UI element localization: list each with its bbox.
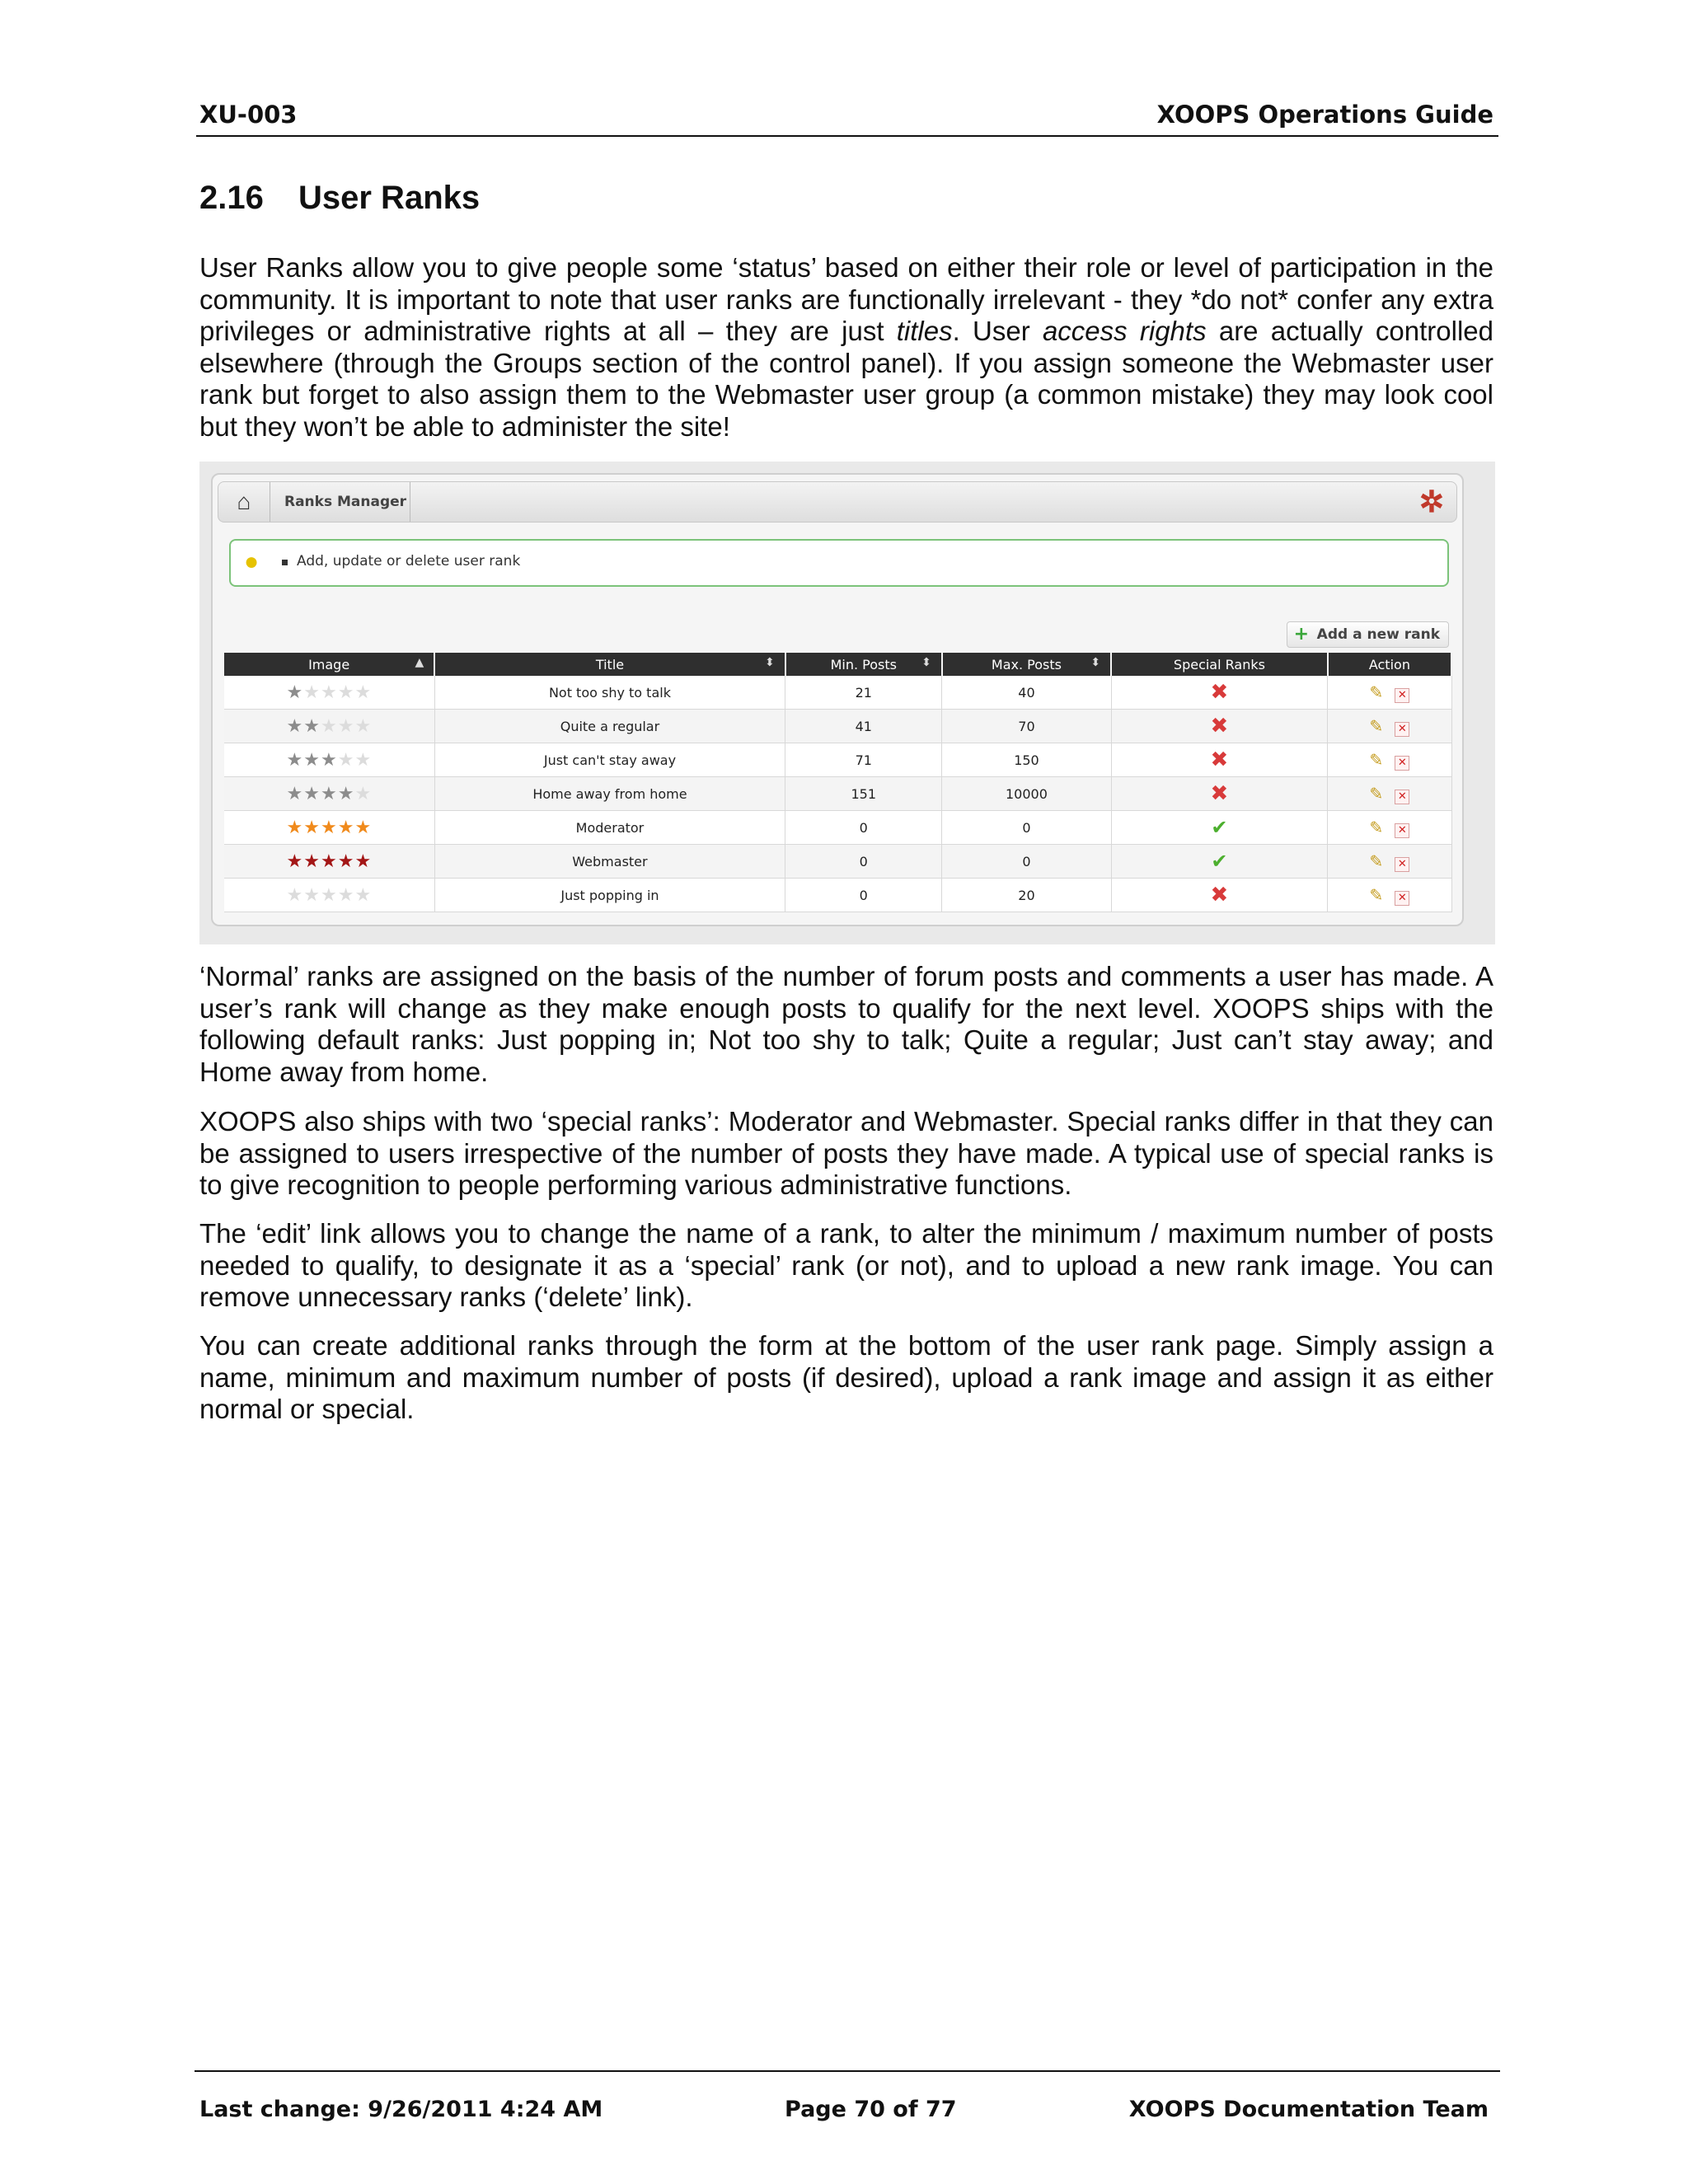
rank-max-posts: 0: [942, 845, 1111, 879]
rank-actions: [1328, 811, 1451, 845]
edit-icon[interactable]: ✎: [1369, 749, 1384, 770]
check-icon: ✔: [1211, 850, 1228, 873]
column-header-max-posts[interactable]: Max. Posts ⬍: [942, 653, 1111, 676]
star-icon: ★: [286, 682, 304, 703]
rank-stars-icon: [287, 885, 373, 906]
column-header-special: Special Ranks: [1111, 653, 1328, 676]
rank-actions: [1328, 743, 1451, 777]
rank-title: Not too shy to talk: [434, 676, 785, 710]
ranks-table: [224, 653, 1452, 912]
star-icon: ★: [303, 884, 321, 906]
rank-image: [224, 710, 434, 743]
table-row: [224, 777, 1451, 811]
star-icon: ★: [286, 817, 304, 838]
star-icon: ★: [286, 749, 304, 771]
star-icon: ★: [321, 851, 338, 872]
rank-special: [1111, 879, 1328, 912]
rank-image: [224, 845, 434, 879]
rank-max-posts: 150: [942, 743, 1111, 777]
star-icon: ★: [354, 884, 373, 906]
star-icon: ★: [337, 715, 355, 737]
body-paragraph-3: The ‘edit’ link allows you to change the name of a rank, to alter the minimum / maximum number of posts needed to qualify, to designate it as a ‘special’ rank (or not), and to upload a new rank image. You can remove unnecessary ranks (‘delete’ link).: [199, 1218, 1493, 1312]
rank-min-posts: 0: [785, 879, 942, 912]
rank-special: [1111, 845, 1328, 879]
doc-id: XU-003: [199, 101, 298, 129]
rank-title: Just can't stay away: [434, 743, 785, 777]
star-icon: ★: [303, 783, 321, 804]
breadcrumb-separator: [401, 482, 410, 522]
rank-image: [224, 743, 434, 777]
last-change: Last change: 9/26/2011 4:24 AM: [199, 2097, 603, 2122]
star-icon: ★: [303, 851, 321, 872]
star-icon: ★: [337, 851, 355, 872]
doc-team: XOOPS Documentation Team: [1128, 2097, 1489, 2122]
table-row: [224, 811, 1451, 845]
star-icon: ★: [321, 884, 338, 906]
sort-asc-icon[interactable]: ▲: [415, 656, 424, 669]
doc-title: XOOPS Operations Guide: [1156, 101, 1493, 129]
rank-title: Webmaster: [434, 845, 785, 879]
rank-actions: [1328, 879, 1451, 912]
star-icon: ★: [303, 817, 321, 838]
table-row: [224, 743, 1451, 777]
rank-min-posts: 71: [785, 743, 942, 777]
cross-icon: ✖: [1210, 714, 1229, 738]
edit-icon[interactable]: ✎: [1369, 884, 1384, 905]
star-icon: ★: [354, 749, 373, 771]
star-icon: ★: [286, 851, 304, 872]
rank-image: [224, 811, 434, 845]
page-header: [196, 92, 1498, 137]
sort-icon[interactable]: ⬍: [921, 656, 931, 669]
rank-actions: [1328, 845, 1451, 879]
edit-icon[interactable]: ✎: [1369, 682, 1384, 702]
rank-title: Just popping in: [434, 879, 785, 912]
rank-special: [1111, 676, 1328, 710]
rank-image: [224, 676, 434, 710]
delete-icon[interactable]: ✕: [1395, 857, 1409, 872]
rank-max-posts: 20: [942, 879, 1111, 912]
rank-stars-icon: [287, 682, 373, 703]
cross-icon: ✖: [1210, 748, 1229, 772]
intro-text-1: User Ranks allow you to give people some ‘status’ based on either their role or level of participation in the community. It is important to note that user ranks are functionally irrelevant - they *do not* confer any extra privileges or administrative rights at all – they are just: [199, 252, 1493, 346]
edit-icon[interactable]: ✎: [1369, 783, 1384, 804]
admin-topbar: [218, 481, 1457, 523]
breadcrumb[interactable]: Ranks Manager: [284, 494, 407, 510]
ranks-panel: [211, 473, 1464, 926]
ranks-manager-screenshot: [199, 462, 1495, 944]
rank-special: [1111, 710, 1328, 743]
rank-special: [1111, 777, 1328, 811]
star-icon: ★: [337, 783, 355, 804]
rank-stars-icon: [287, 784, 373, 804]
intro-emphasis-2: access rights: [1042, 316, 1207, 346]
table-row: [224, 845, 1451, 879]
body-paragraph-4: You can create additional ranks through the form at the bottom of the user rank page. Simply assign a name, minimum and maximum number of posts (if desired), upload a rank image and assign it as either normal or special.: [199, 1330, 1493, 1424]
page-number: Page 70 of 77: [785, 2097, 957, 2122]
home-icon[interactable]: ⌂: [237, 489, 251, 514]
section-title: [199, 180, 480, 217]
rank-image: [224, 777, 434, 811]
rank-max-posts: 70: [942, 710, 1111, 743]
star-icon: ★: [286, 715, 304, 737]
star-icon: ★: [321, 817, 338, 838]
rank-stars-icon: [287, 716, 373, 737]
star-icon: ★: [337, 749, 355, 771]
rank-stars-icon: [287, 818, 373, 838]
edit-icon[interactable]: ✎: [1369, 715, 1384, 736]
page-footer: [195, 2070, 1500, 2130]
rank-max-posts: 0: [942, 811, 1111, 845]
rank-actions: [1328, 710, 1451, 743]
table-header-row: [224, 653, 1451, 676]
delete-icon[interactable]: ✕: [1395, 688, 1409, 703]
rank-title: Moderator: [434, 811, 785, 845]
rank-max-posts: 40: [942, 676, 1111, 710]
table-row: [224, 710, 1451, 743]
cross-icon: ✖: [1210, 680, 1229, 705]
column-header-action: Action: [1328, 653, 1451, 676]
intro-text-3: are actually controlled elsewhere (through the Groups section of the control panel). If you assign someone the Webmaster user rank but forget to also assign them to the Webmaster user group (a common mistake) they may look cool but they won’t be able to administer the site!: [199, 316, 1493, 442]
rank-special: [1111, 743, 1328, 777]
star-icon: ★: [286, 783, 304, 804]
add-rank-button[interactable]: [1287, 621, 1449, 648]
intro-emphasis-1: titles: [896, 316, 953, 346]
star-icon: ★: [303, 749, 321, 771]
delete-icon[interactable]: ✕: [1395, 891, 1409, 906]
rank-title: Quite a regular: [434, 710, 785, 743]
star-icon: ★: [354, 715, 373, 737]
rank-max-posts: 10000: [942, 777, 1111, 811]
edit-icon[interactable]: ✎: [1369, 851, 1384, 871]
column-header-image[interactable]: Image ▲: [224, 653, 434, 676]
add-rank-label: Add a new rank: [1316, 626, 1440, 643]
star-icon: ★: [354, 851, 373, 872]
delete-icon[interactable]: ✕: [1395, 722, 1409, 737]
table-row: [224, 879, 1451, 912]
star-icon: ★: [354, 817, 373, 838]
plus-icon: +: [1293, 624, 1310, 644]
table-row: [224, 676, 1451, 710]
sort-icon[interactable]: ⬍: [1090, 656, 1101, 669]
star-icon: ★: [303, 682, 321, 703]
column-header-title[interactable]: Title ⬍: [434, 653, 785, 676]
check-icon: ✔: [1211, 816, 1228, 839]
rank-actions: [1328, 676, 1451, 710]
star-icon: ★: [337, 884, 355, 906]
section-heading: User Ranks: [298, 180, 481, 216]
edit-icon[interactable]: ✎: [1369, 817, 1384, 837]
star-icon: ★: [303, 715, 321, 737]
tip-text: Add, update or delete user rank: [297, 553, 521, 569]
cross-icon: ✖: [1210, 781, 1229, 806]
intro-text-2: . User: [952, 316, 1043, 346]
rank-title: Home away from home: [434, 777, 785, 811]
star-icon: ★: [337, 817, 355, 838]
breadcrumb-separator: [261, 482, 270, 522]
rank-stars-icon: [287, 750, 373, 771]
star-icon: ★: [354, 682, 373, 703]
star-icon: ★: [321, 682, 338, 703]
delete-icon[interactable]: ✕: [1395, 790, 1409, 804]
section-number: 2.16: [199, 180, 264, 216]
delete-icon[interactable]: ✕: [1395, 823, 1409, 838]
rank-min-posts: 151: [785, 777, 942, 811]
column-header-min-posts[interactable]: Min. Posts ⬍: [785, 653, 942, 676]
rank-image: [224, 879, 434, 912]
delete-icon[interactable]: ✕: [1395, 756, 1409, 771]
bullet-icon: [282, 560, 288, 565]
tip-box: [229, 539, 1449, 587]
rank-special: [1111, 811, 1328, 845]
intro-paragraph: [199, 252, 1493, 443]
rank-min-posts: 0: [785, 845, 942, 879]
star-icon: ★: [337, 682, 355, 703]
rank-actions: [1328, 777, 1451, 811]
star-icon: ★: [321, 783, 338, 804]
body-paragraph-2: XOOPS also ships with two ‘special ranks’: Moderator and Webmaster. Special ranks differ in that they can be assigned to users irrespective of the number of posts they have made. A typical use of special ranks is to give recognition to people performing various administrative functions.: [199, 1106, 1493, 1200]
star-icon: ★: [321, 749, 338, 771]
sort-icon[interactable]: ⬍: [764, 656, 775, 669]
star-icon: ★: [321, 715, 338, 737]
rank-min-posts: 0: [785, 811, 942, 845]
rank-min-posts: 41: [785, 710, 942, 743]
cross-icon: ✖: [1210, 883, 1229, 907]
star-icon: ★: [354, 783, 373, 804]
star-icon: ★: [286, 884, 304, 906]
rank-min-posts: 21: [785, 676, 942, 710]
xoops-logo-icon[interactable]: ✲: [1418, 485, 1445, 518]
lightbulb-icon: ●: [244, 548, 260, 575]
body-paragraph-1: ‘Normal’ ranks are assigned on the basis of the number of forum posts and comments a user has made. A user’s rank will change as they make enough posts to qualify for the next level. XOOPS ships with the following default ranks: Just popping in; Not too shy to talk; Quite a regular; Just can’t stay away; and Home away from home.: [199, 961, 1493, 1087]
rank-stars-icon: [287, 851, 373, 872]
